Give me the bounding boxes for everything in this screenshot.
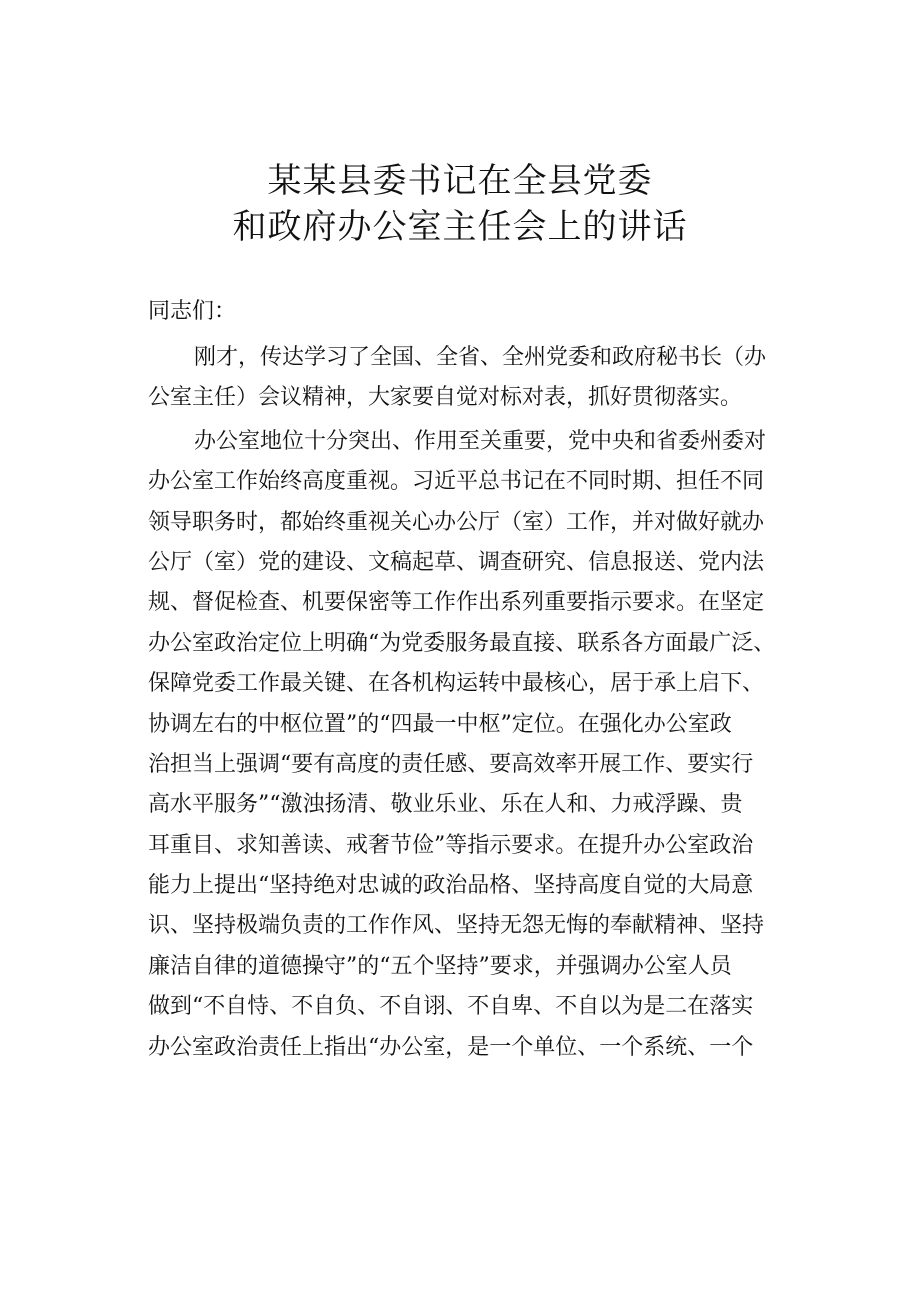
text-line: 保障党委工作最关键、在各机构运转中最核心，居于承上启下、 (148, 671, 765, 697)
text-line: 廉洁自律的道德操守”的“五个坚持”要求，并强调办公室人员 (148, 953, 732, 979)
salutation: 同志们： (148, 299, 237, 324)
text-line: 高水平服务”“激浊扬清、敬业乐业、乐在人和、力戒浮躁、贵 (148, 792, 743, 818)
title-line-1: 某某县委书记在全县党委 (267, 161, 653, 201)
text-line: 规、督促检查、机要保密等工作作出系列重要指示要求。在坚定 (148, 590, 765, 616)
text-line: 办公室政治定位上明确“为党委服务最直接、联系各方面最广泛、 (148, 630, 776, 656)
text-line: 办公室政治责任上指出“办公室，是一个单位、一个系统、一个 (148, 1034, 754, 1060)
paragraph (148, 422, 810, 1068)
text-line: 领导职务时，都始终重视关心办公厅（室）工作，并对做好就办 (148, 509, 765, 535)
text-line: 能力上提出“坚持绝对忠诚的政治品格、坚持高度自觉的大局意 (148, 873, 754, 899)
text-line: 协调左右的中枢位置”的“四最一中枢”定位。在强化办公室政 (148, 711, 732, 737)
text-line: 办公室地位十分突出、作用至关重要，党中央和省委州委对 (194, 428, 767, 454)
text-line: 办公室工作始终高度重视。习近平总书记在不同时期、担任不同 (148, 469, 765, 495)
text-line: 公室主任）会议精神，大家要自觉对标对表，抓好贯彻落实。 (148, 385, 743, 411)
paragraph (148, 338, 810, 419)
text-line: 识、坚持极端负责的工作作风、坚持无怨无悔的奉献精神、坚持 (148, 913, 765, 939)
document-body (148, 338, 810, 1068)
text-line: 公厅（室）党的建设、文稿起草、调查研究、信息报送、党内法 (148, 549, 765, 575)
text-line: 耳重目、求知善读、戒奢节俭”等指示要求。在提升办公室政治 (148, 832, 754, 858)
document-title (0, 158, 920, 250)
title-line-2: 和政府办公室主任会上的讲话 (232, 207, 688, 247)
text-line: 刚才，传达学习了全国、全省、全州党委和政府秘书长（办 (194, 345, 767, 370)
text-line: 做到“不自恃、不自负、不自诩、不自卑、不自以为是二在落实 (148, 994, 754, 1020)
text-line: 治担当上强调“要有高度的责任感、要高效率开展工作、要实行 (148, 751, 754, 777)
